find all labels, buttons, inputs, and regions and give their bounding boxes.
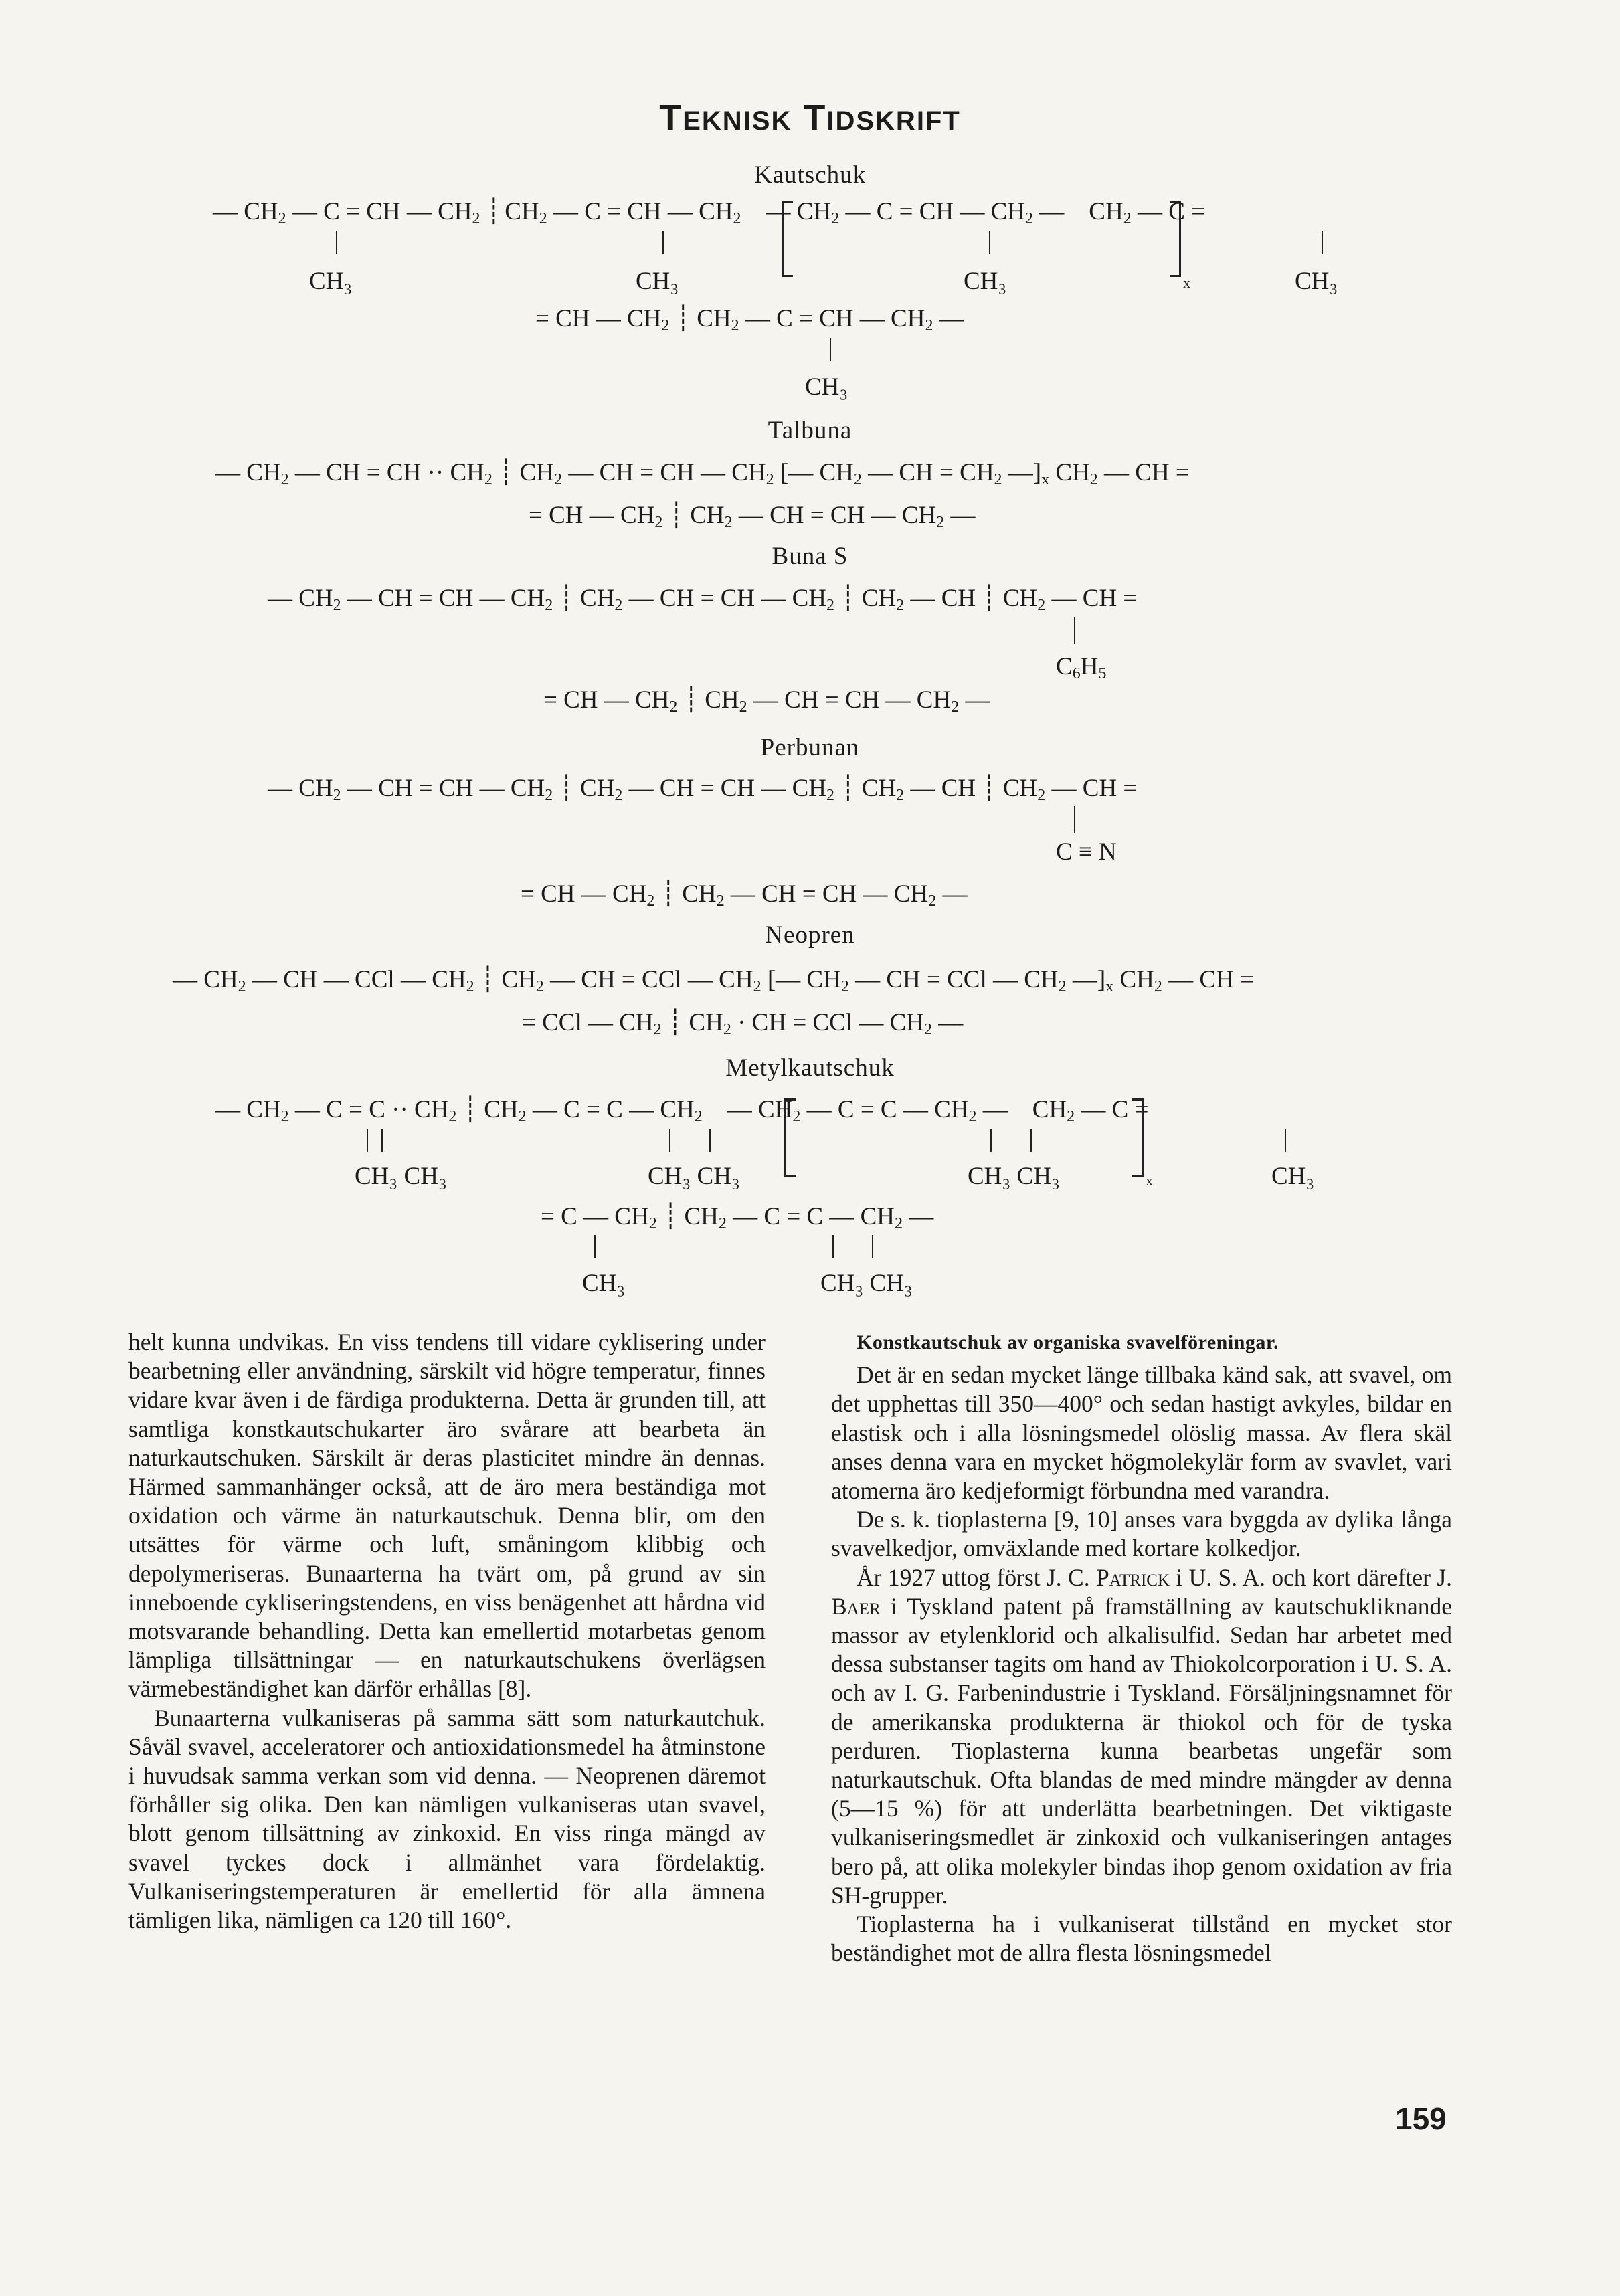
formula-title-buna-s: Buna S <box>772 543 848 570</box>
formula-metyl-sub: CH₃ CH₃ <box>355 1163 447 1190</box>
formula-talbuna-line1: — $CH_2$ — CH = CH ·· $CH_2$ ┊ $CH_2$ — CH = CH — $CH_2$ [— $CH_2$ — CH = $CH_2$ $—]_x$ $CH_2$ — CH = <box>215 459 1190 488</box>
formula-title-talbuna: Talbuna <box>768 417 852 444</box>
formula-kautschuk-sub: CH₃ <box>309 268 353 295</box>
formula-metyl-sub: CH₃ CH₃ <box>820 1270 913 1297</box>
formula-kautschuk-sub: CH₃ <box>636 268 679 295</box>
formula-buna-s-sub: $C_6H_5$ <box>1056 653 1107 682</box>
formula-neopren-line2: = CCl — $CH_2$ ┊ $CH_2$ · CH = CCl — $CH_2$ — <box>522 1009 964 1038</box>
paragraph: De s. k. tioplasterna [9, 10] anses vara byggda av dylika långa svavelkedjor, omväxlande med kortare kolkedjor. <box>831 1506 1452 1562</box>
formula-metyl-line2: = C — $CH_2$ ┊ $CH_2$ — C = C — $CH_2$ — <box>541 1203 934 1232</box>
paragraph: Bunaarterna vulkaniseras på samma sätt som naturkautchuk. Såväl svavel, acceleratorer och antioxidationsmedel ha åtminstone i huvudsak samma verkan som vid denna. — Neoprenen däremot förhåller sig olika. Den kan nämligen vulkaniseras utan svavel, blott genom tillsättning av zinkoxid. En viss ringa mängd av svavel tyckes dock i allmänhet vara fördelaktig. Vulkaniseringstemperaturen är emellertid för alla ämnena tämligen lika, nämligen ca 120 till 160°. <box>128 1704 766 1934</box>
formula-kautschuk-sub: CH₃ <box>964 268 1007 295</box>
formula-kautschuk-line1: — $CH_2$ — C = CH — $CH_2$ ┊ $CH_2$ — C = CH — $CH_2$ — $CH_2$ — C = CH — $CH_2$ — $CH_2$ — C = <box>213 198 1205 227</box>
formula-talbuna-line2: = CH — $CH_2$ ┊ $CH_2$ — CH = CH — $CH_2$ — <box>529 502 976 531</box>
repeat-index: x <box>1146 1172 1153 1189</box>
page-number: 159 <box>1395 2101 1447 2136</box>
formula-title-neopren: Neopren <box>765 921 855 949</box>
left-column <box>128 1328 766 1935</box>
person-name: Baer <box>831 1592 881 1620</box>
right-column <box>831 1328 1452 1968</box>
paragraph: Tioplasterna ha i vulkaniserat tillstånd en mycket stor beständighet mot de allra flesta lösningsmedel <box>831 1911 1452 1967</box>
formula-neopren-line1: — $CH_2$ — CH — CCl — $CH_2$ ┊ $CH_2$ — CH = CCl — $CH_2$ [— $CH_2$ — CH = CCl — $CH_2$ $—]_x$ $CH_2$ — CH = <box>173 966 1254 995</box>
formula-metyl-sub: CH₃ <box>582 1270 626 1297</box>
formula-perbunan-line1: — $CH_2$ — CH = CH — $CH_2$ ┊ $CH_2$ — CH = CH — $CH_2$ ┊ $CH_2$ — CH ┊ $CH_2$ — CH = <box>268 775 1138 804</box>
formula-kautschuk-sub: CH₃ <box>1295 268 1338 295</box>
formula-metyl-sub: CH₃ <box>1271 1163 1315 1190</box>
journal-header: TEKNISK TIDSKRIFT <box>659 98 961 138</box>
section-heading: Konstkautschuk av organiska svavelföreningar. <box>857 1331 1279 1353</box>
formula-perbunan-sub: C ≡ N <box>1056 838 1117 866</box>
repeat-index: x <box>1183 274 1190 291</box>
paragraph: År 1927 uttog först J. C. Patrick i U. S. A. och kort därefter J. Baer i Tyskland patent på framställning av kautschukliknande massor av etylenklorid och alkalisulfid. Sedan har arbetet med dessa substanser tagits om hand av Thiokolcorporation i U. S. A. och av I. G. Farbenindustrie i Tyskland. Försäljningsnamnet för de amerikanska produkterna är thiokol och för de tyska perduren. Tioplasterna kunna bearbetas ungefär som naturkautschuk. Ofta blandas de med mindre mängder av denna (5—15 %) för att underlätta bearbetningen. Det viktigaste vulkaniseringsmedlet är zinkoxid och vulkaniseringen antages bero på, att olika molekyler bindas ihop genom oxidation av fria SH-grupper. <box>831 1563 1453 1909</box>
paragraph: helt kunna undvikas. En viss tendens till vidare cyklisering under bearbetning eller användning, särskilt vid högre temperatur, finnes vidare kvar även i de färdiga produkterna. Detta är grunden till, att samtliga konstkautschukarter äro svårare att bearbeta än naturkautschuken. Särskilt är deras plasticitet mindre än dennas. Härmed sammanhänger också, att de äro mera beständiga mot oxidation och värme än naturkautschuk. Denna blir, om den utsättes för värme och luft, småningom klibbig och depolymeriseras. Bunaarterna ha tvärt om, på grund av sin inneboende cykliseringstendens, en viss benägenhet att hårdna vid motsvarande behandling. Detta kan emellertid motarbetas genom lämpliga tillsättningar — en naturkautschukens överlägsen värmebeständighet kan därför erhållas [8]. <box>128 1329 766 1703</box>
formula-kautschuk-sub: CH₃ <box>805 373 848 401</box>
formula-buna-s-line2: = CH — $CH_2$ ┊ $CH_2$ — CH = CH — $CH_2$ — <box>543 686 990 716</box>
formula-title-metylkautschuk: Metylkautschuk <box>725 1054 895 1082</box>
formula-metyl-line1: — $CH_2$ — $C = C \cdot\cdot CH_2$ ┊ $CH_2$ — C = C — $CH_2$ — $CH_2$ — C = C — $CH_2$ — $CH_2$ — C = <box>215 1096 1149 1125</box>
formula-kautschuk-line2: = CH — $CH_2$ ┊ $CH_2$ — C = CH — $CH_2$ — <box>535 305 964 334</box>
formula-metyl-sub: CH₃ CH₃ <box>648 1163 740 1190</box>
formula-perbunan-line2: = CH — $CH_2$ ┊ $CH_2$ — CH = CH — $CH_2$ — <box>521 880 968 910</box>
formula-title-kautschuk: Kautschuk <box>753 161 867 189</box>
formula-title-perbunan: Perbunan <box>760 734 860 761</box>
person-name: Patrick <box>1095 1563 1170 1591</box>
formula-buna-s-line1: — $CH_2$ — CH = CH — $CH_2$ ┊ $CH_2$ — CH = CH — $CH_2$ ┊ $CH_2$ — CH ┊ $CH_2$ — CH = <box>268 585 1138 614</box>
formula-metyl-sub: CH₃ CH₃ <box>968 1163 1060 1190</box>
paragraph: Det är en sedan mycket länge tillbaka känd sak, att svavel, om det upphettas till 350—400° och sedan hastigt avkyles, bildar en elastisk och i alla lösningsmedel olöslig massa. Av flera skäl anses denna vara en mycket högmolekylär form av svavlet, vari atomerna äro kedjeformigt förbundna med varandra. <box>831 1361 1452 1505</box>
